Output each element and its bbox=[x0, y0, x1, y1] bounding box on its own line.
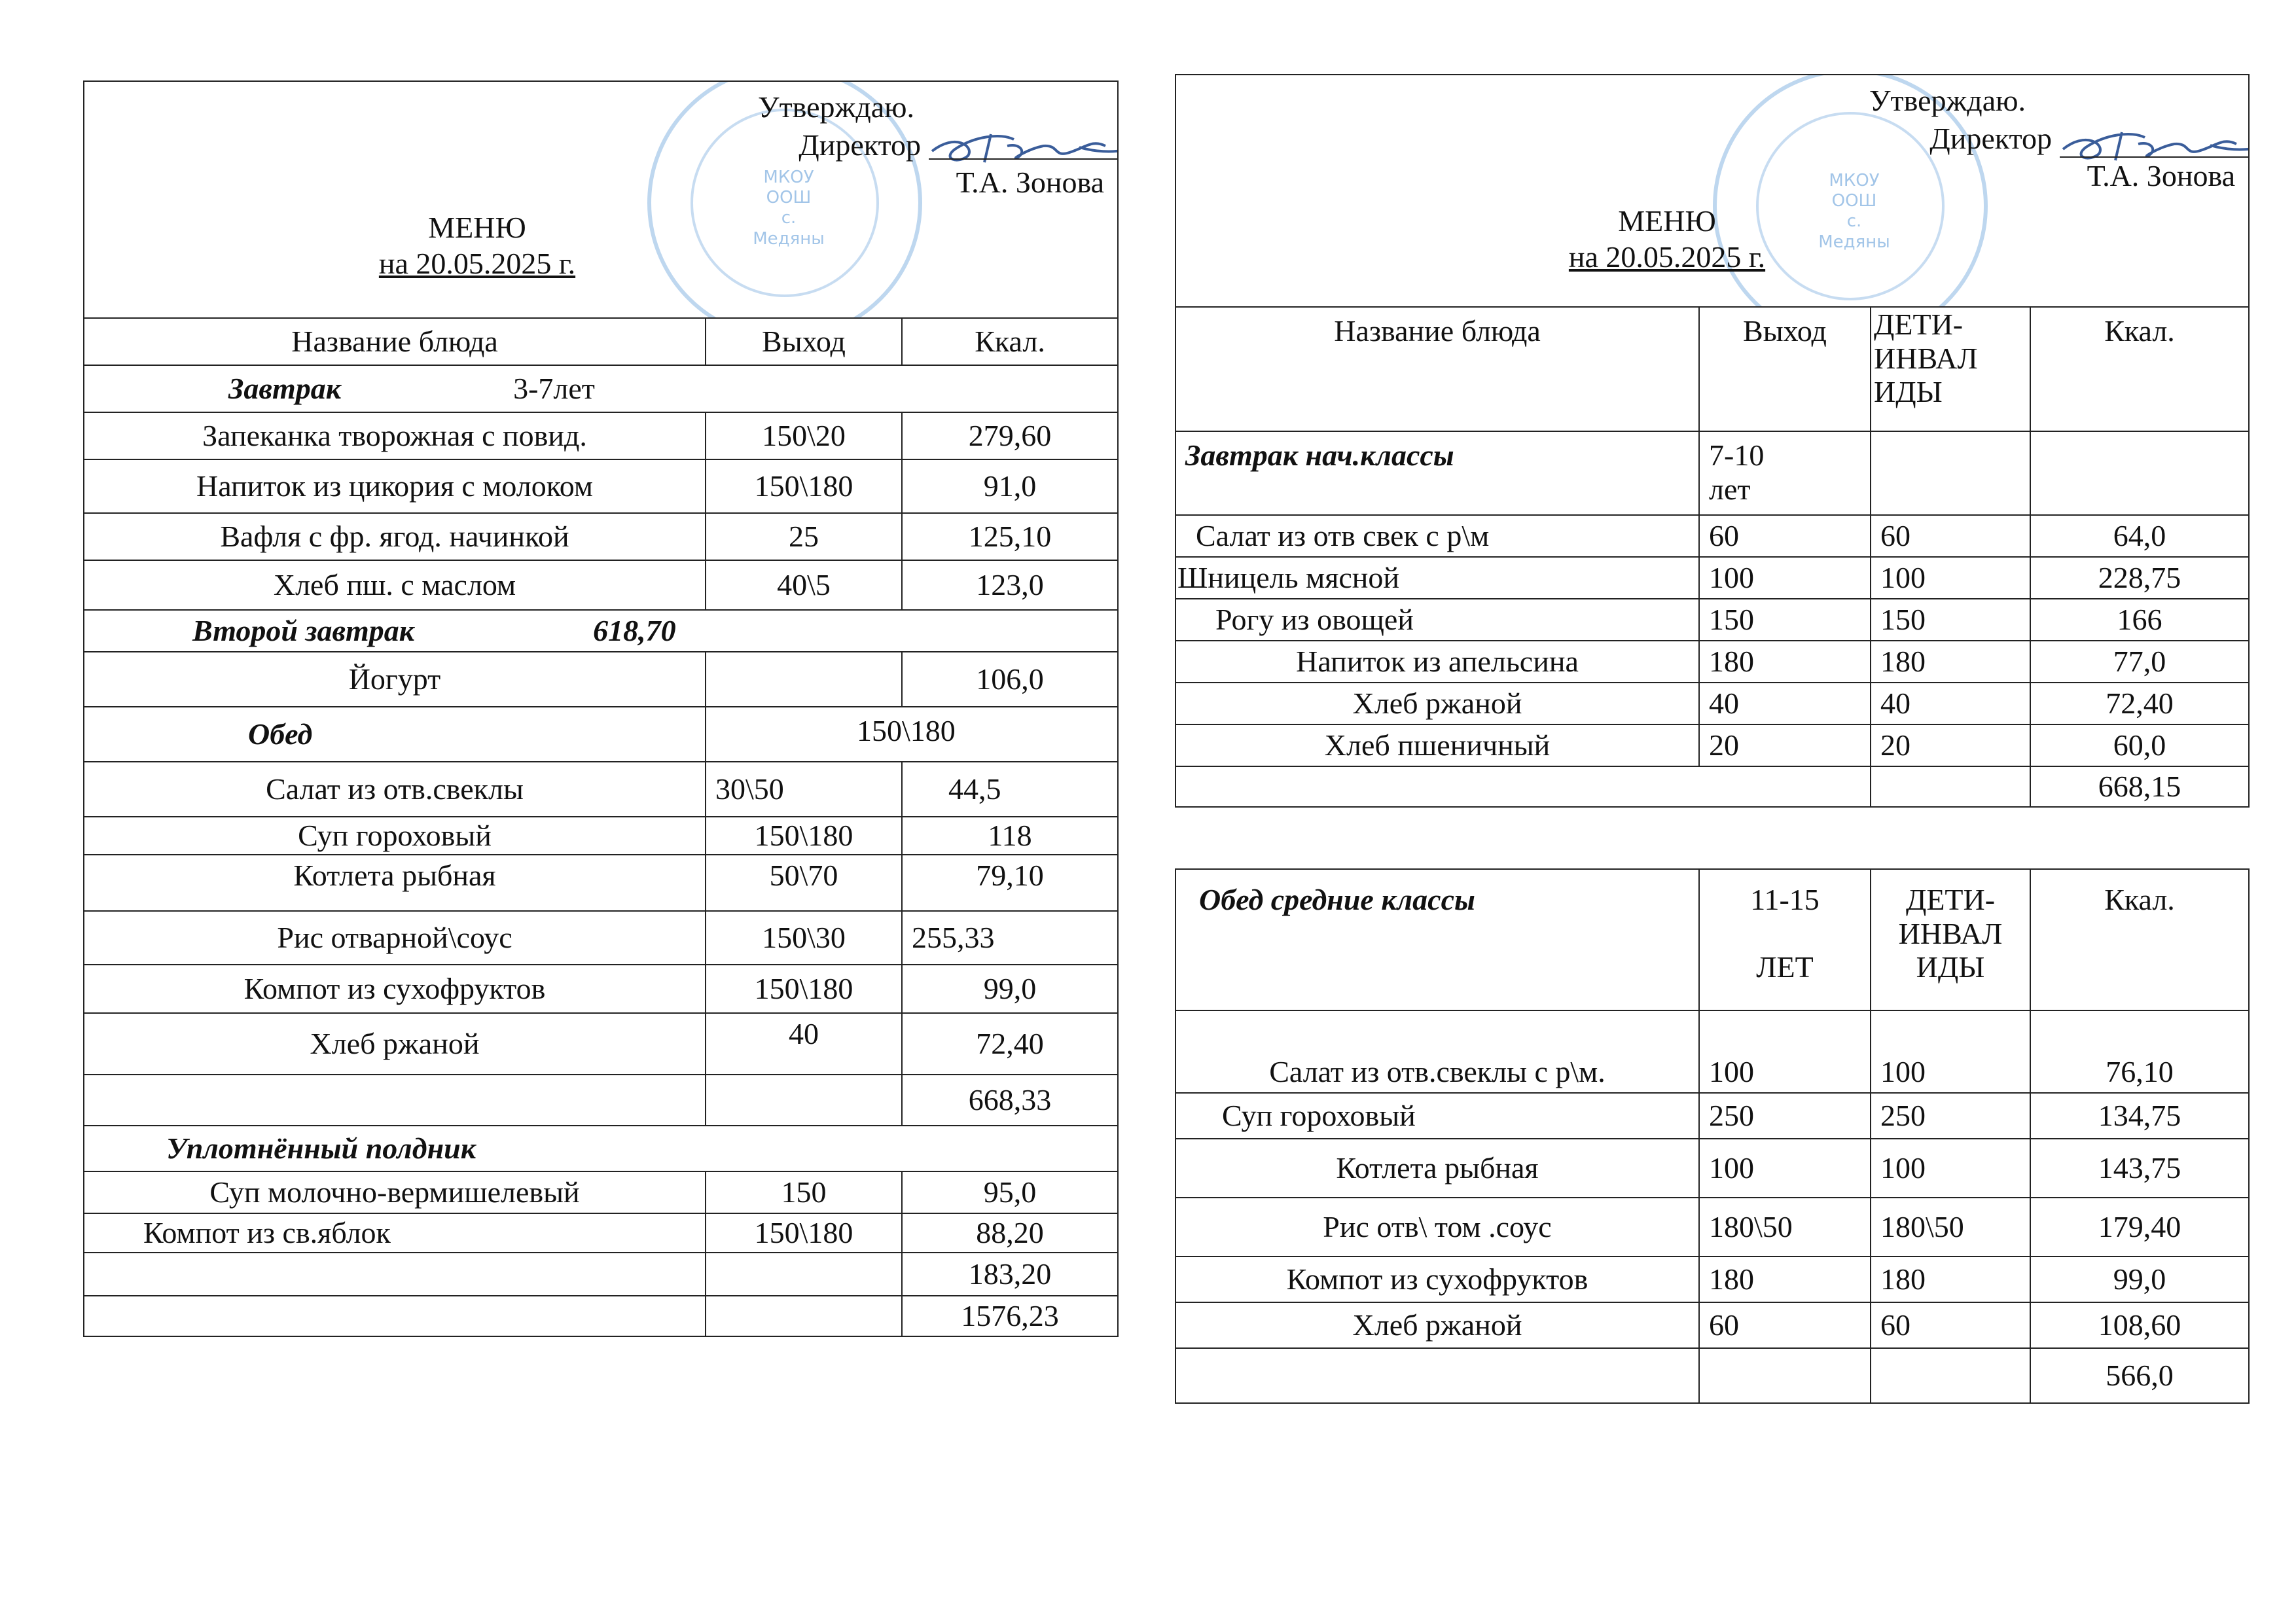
dish-kcal: 64,0 bbox=[2030, 515, 2249, 557]
left-lunch-section bbox=[84, 707, 706, 762]
empty-cell bbox=[84, 1253, 706, 1296]
left-snack-section bbox=[84, 1126, 1118, 1171]
dish-yield: 100 bbox=[1699, 1139, 1871, 1198]
right-lunch-label: Обед средние классы bbox=[1199, 883, 1475, 916]
right-lunch-disabled-header: ДЕТИ- ИНВАЛ ИДЫ bbox=[1871, 869, 2030, 1010]
empty-cell bbox=[1175, 1348, 1699, 1403]
dish-kcal: 99,0 bbox=[902, 965, 1118, 1013]
dish-name: Запеканка творожная с повид. bbox=[84, 412, 706, 459]
right-lunch-section bbox=[1175, 869, 1699, 1010]
dish-yield: 180 bbox=[1699, 1257, 1871, 1302]
dish-kcal: 118 bbox=[902, 817, 1118, 855]
dish-kcal: 255,33 bbox=[902, 911, 1118, 965]
right-lunch-table bbox=[1175, 868, 2250, 1404]
right-menu-date: на 20.05.2025 г. bbox=[1568, 240, 1766, 274]
dish-name: Компот из сухофруктов bbox=[84, 965, 706, 1013]
dish-kcal: 228,75 bbox=[2030, 557, 2249, 599]
dish-disabled: 40 bbox=[1871, 683, 2030, 724]
dish-kcal: 44,5 bbox=[902, 762, 1118, 817]
dish-name: Вафля с фр. ягод. начинкой bbox=[84, 513, 706, 560]
right-breakfast-age: 7-10 лет bbox=[1699, 431, 1871, 515]
left-lunch-total: 668,33 bbox=[902, 1075, 1118, 1126]
dish-name: Йогурт bbox=[84, 652, 706, 707]
right-lunch-age: 11-15 ЛЕТ bbox=[1699, 869, 1871, 1010]
dish-kcal: 76,10 bbox=[2030, 1010, 2249, 1093]
dish-name: Напиток из цикория с молоком bbox=[84, 459, 706, 513]
right-breakfast-total: 668,15 bbox=[2030, 766, 2249, 807]
dish-disabled: 180 bbox=[1871, 1257, 2030, 1302]
left-director-label: Директор bbox=[798, 128, 922, 162]
dish-disabled: 60 bbox=[1871, 1302, 2030, 1348]
dish-name: Салат из отв.свеклы с р\м. bbox=[1175, 1010, 1699, 1093]
dish-kcal: 143,75 bbox=[2030, 1139, 2249, 1198]
dish-yield: 50\70 bbox=[706, 855, 902, 911]
dish-yield: 40\5 bbox=[706, 560, 902, 610]
dish-disabled: 100 bbox=[1871, 1139, 2030, 1198]
empty-cell bbox=[1175, 766, 1871, 807]
empty-cell bbox=[706, 1296, 902, 1336]
dish-kcal: 166 bbox=[2030, 599, 2249, 641]
dish-yield: 100 bbox=[1699, 557, 1871, 599]
dish-name: Шницель мясной bbox=[1175, 557, 1699, 599]
dish-name: Напиток из апельсина bbox=[1175, 641, 1699, 683]
left-director-name: Т.А. Зонова bbox=[956, 166, 1105, 199]
dish-kcal: 99,0 bbox=[2030, 1257, 2249, 1302]
dish-name: Хлеб ржаной bbox=[84, 1013, 706, 1075]
left-breakfast-age: 3-7лет bbox=[513, 372, 595, 406]
dish-yield: 20 bbox=[1699, 724, 1871, 766]
dish-kcal: 125,10 bbox=[902, 513, 1118, 560]
left-menu-date: на 20.05.2025 г. bbox=[378, 247, 576, 281]
right-header-cell bbox=[1175, 75, 2249, 307]
dish-kcal: 91,0 bbox=[902, 459, 1118, 513]
left-col-dish-header: Название блюда bbox=[84, 318, 706, 365]
right-breakfast-label: Завтрак нач.классы bbox=[1185, 438, 1454, 472]
empty-cell bbox=[84, 1075, 706, 1126]
left-second-breakfast-label: Второй завтрак bbox=[192, 614, 415, 648]
left-menu-title bbox=[281, 209, 673, 281]
left-breakfast-label: Завтрак bbox=[228, 372, 342, 406]
dish-name: Рогу из овощей bbox=[1175, 599, 1699, 641]
right-col-kcal-header: Ккал. bbox=[2030, 307, 2249, 431]
left-approval-text: Утверждаю. bbox=[758, 90, 915, 124]
dish-yield: 150 bbox=[706, 1171, 902, 1213]
dish-disabled: 60 bbox=[1871, 515, 2030, 557]
empty-cell bbox=[1871, 431, 2030, 515]
dish-disabled: 180\50 bbox=[1871, 1198, 2030, 1257]
dish-disabled: 250 bbox=[1871, 1093, 2030, 1139]
right-breakfast-table bbox=[1175, 74, 2250, 808]
left-col-yield-header: Выход bbox=[706, 318, 902, 365]
empty-cell bbox=[2030, 431, 2249, 515]
left-stamp-text: МКОУ ООШ с. Медяны bbox=[753, 168, 825, 249]
right-director-name: Т.А. Зонова bbox=[2087, 159, 2235, 192]
dish-name: Салат из отв свек с р\м bbox=[1175, 515, 1699, 557]
dish-kcal: 72,40 bbox=[902, 1013, 1118, 1075]
dish-disabled: 180 bbox=[1871, 641, 2030, 683]
left-col-kcal-header: Ккал. bbox=[902, 318, 1118, 365]
dish-name: Суп гороховый bbox=[84, 817, 706, 855]
dish-name: Хлеб пш. с маслом bbox=[84, 560, 706, 610]
dish-yield: 150\180 bbox=[706, 965, 902, 1013]
dish-yield: 100 bbox=[1699, 1010, 1871, 1093]
dish-yield: 150\180 bbox=[706, 459, 902, 513]
dish-yield: 40 bbox=[706, 1013, 902, 1075]
right-menu-title bbox=[1471, 203, 1863, 275]
empty-cell bbox=[1699, 1348, 1871, 1403]
empty-cell bbox=[1871, 1348, 2030, 1403]
dish-name: Рис отв\ том .соус bbox=[1175, 1198, 1699, 1257]
dish-kcal: 88,20 bbox=[902, 1213, 1118, 1253]
dish-disabled: 100 bbox=[1871, 557, 2030, 599]
left-director-signature bbox=[929, 120, 1118, 172]
left-lunch-yield: 150\180 bbox=[706, 707, 1118, 762]
dish-disabled: 100 bbox=[1871, 1010, 2030, 1093]
right-lunch-total: 566,0 bbox=[2030, 1348, 2249, 1403]
empty-cell bbox=[706, 1253, 902, 1296]
dish-disabled: 150 bbox=[1871, 599, 2030, 641]
dish-name: Компот из св.яблок bbox=[84, 1213, 706, 1253]
dish-kcal: 77,0 bbox=[2030, 641, 2249, 683]
left-second-breakfast-total: 618,70 bbox=[593, 614, 676, 648]
dish-yield: 150\180 bbox=[706, 1213, 902, 1253]
dish-yield bbox=[706, 652, 902, 707]
left-menu-word: МЕНЮ bbox=[428, 211, 526, 244]
dish-kcal: 72,40 bbox=[2030, 683, 2249, 724]
dish-yield: 150 bbox=[1699, 599, 1871, 641]
right-col-yield-header: Выход bbox=[1699, 307, 1871, 431]
dish-yield: 250 bbox=[1699, 1093, 1871, 1139]
dish-kcal: 60,0 bbox=[2030, 724, 2249, 766]
left-header-cell bbox=[84, 81, 1118, 318]
right-col-dish-header: Название блюда bbox=[1175, 307, 1699, 431]
dish-name: Рис отварной\соус bbox=[84, 911, 706, 965]
right-breakfast-section bbox=[1175, 431, 1699, 515]
dish-yield: 60 bbox=[1699, 1302, 1871, 1348]
dish-yield: 40 bbox=[1699, 683, 1871, 724]
dish-name: Салат из отв.свеклы bbox=[84, 762, 706, 817]
dish-yield: 150\20 bbox=[706, 412, 902, 459]
dish-kcal: 95,0 bbox=[902, 1171, 1118, 1213]
right-approval-text: Утверждаю. bbox=[1869, 84, 2026, 117]
dish-yield: 25 bbox=[706, 513, 902, 560]
right-menu-word: МЕНЮ bbox=[1618, 204, 1716, 238]
dish-name: Суп гороховый bbox=[1175, 1093, 1699, 1139]
dish-name: Котлета рыбная bbox=[1175, 1139, 1699, 1198]
left-snack-total: 183,20 bbox=[902, 1253, 1118, 1296]
left-snack-label: Уплотнённый полдник bbox=[166, 1132, 476, 1166]
right-stamp-text: МКОУ ООШ с. Медяны bbox=[1818, 171, 1890, 252]
dish-name: Хлеб ржаной bbox=[1175, 1302, 1699, 1348]
dish-yield: 180 bbox=[1699, 641, 1871, 683]
left-second-breakfast-section bbox=[84, 610, 1118, 652]
empty-cell bbox=[706, 1075, 902, 1126]
right-director-signature bbox=[2060, 118, 2249, 170]
dish-yield: 30\50 bbox=[706, 762, 902, 817]
left-breakfast-section bbox=[84, 365, 1118, 412]
right-lunch-kcal-header: Ккал. bbox=[2030, 869, 2249, 1010]
dish-name: Компот из сухофруктов bbox=[1175, 1257, 1699, 1302]
dish-kcal: 79,10 bbox=[902, 855, 1118, 911]
dish-name: Суп молочно-вермишелевый bbox=[84, 1171, 706, 1213]
dish-kcal: 123,0 bbox=[902, 560, 1118, 610]
left-grand-total: 1576,23 bbox=[902, 1296, 1118, 1336]
right-col-disabled-header: ДЕТИ- ИНВАЛ ИДЫ bbox=[1871, 307, 2030, 431]
dish-kcal: 179,40 bbox=[2030, 1198, 2249, 1257]
dish-yield: 150\180 bbox=[706, 817, 902, 855]
dish-kcal: 279,60 bbox=[902, 412, 1118, 459]
empty-cell bbox=[1871, 766, 2030, 807]
dish-name: Хлеб ржаной bbox=[1175, 683, 1699, 724]
empty-cell bbox=[84, 1296, 706, 1336]
right-director-label: Директор bbox=[1929, 121, 2052, 155]
left-lunch-label: Обед bbox=[248, 717, 313, 751]
left-menu-table bbox=[83, 80, 1119, 1337]
dish-disabled: 20 bbox=[1871, 724, 2030, 766]
dish-name: Хлеб пшеничный bbox=[1175, 724, 1699, 766]
dish-yield: 150\30 bbox=[706, 911, 902, 965]
dish-yield: 60 bbox=[1699, 515, 1871, 557]
dish-name: Котлета рыбная bbox=[84, 855, 706, 911]
dish-kcal: 106,0 bbox=[902, 652, 1118, 707]
dish-kcal: 134,75 bbox=[2030, 1093, 2249, 1139]
dish-kcal: 108,60 bbox=[2030, 1302, 2249, 1348]
dish-yield: 180\50 bbox=[1699, 1198, 1871, 1257]
